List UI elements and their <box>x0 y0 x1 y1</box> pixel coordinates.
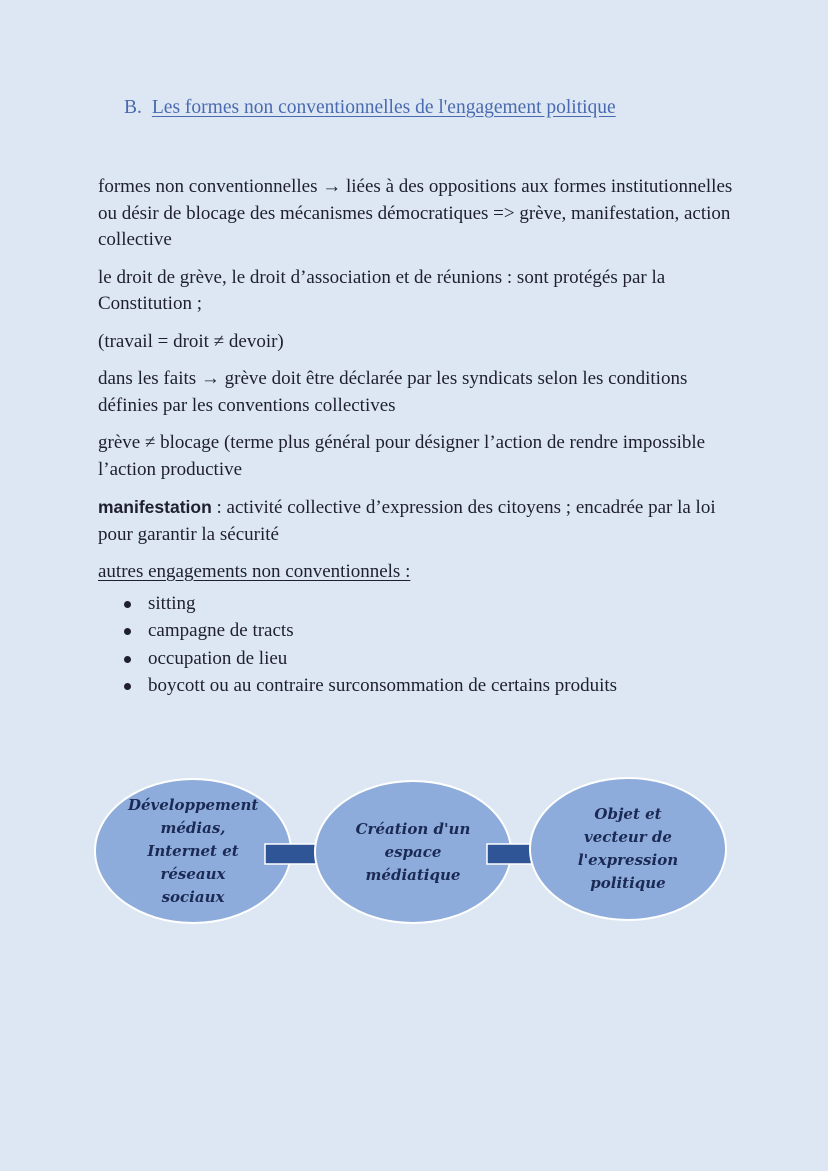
step-label: Objet et vecteur de l'expression politique <box>577 805 679 892</box>
paragraph-rights: le droit de grève, le droit d’association et de réunions : sont protégés par la Constitution ; <box>98 266 666 314</box>
manifestation-term: manifestation <box>98 497 212 517</box>
body-text <box>98 174 738 700</box>
process-diagram <box>0 770 828 940</box>
paragraph-manifestation <box>98 494 738 548</box>
section-title: Les formes non conventionnelles de l'engagement politique <box>151 97 616 118</box>
step-label: Création d'un espace médiatique <box>355 819 471 884</box>
diagram-step-media-space <box>314 780 512 924</box>
other-engagements-heading: autres engagements non conventionnels : <box>98 561 411 582</box>
paragraph-work: (travail = droit ≠ devoir) <box>98 330 284 352</box>
other-engagements-list <box>98 590 738 700</box>
step-label: Développement médias, Internet et réseaux sociaux <box>128 795 259 906</box>
diagram-step-political-expression <box>529 777 727 921</box>
paragraph-facts: dans les faits → grève doit être déclarée par les syndicats selon les conditions définies par les conventions collectives <box>98 368 688 416</box>
list-item: campagne de tracts <box>124 617 738 645</box>
list-item: occupation de lieu <box>124 645 738 673</box>
section-heading <box>124 97 616 119</box>
list-item: boycott ou au contraire surconsommation de certains produits <box>124 672 738 700</box>
section-number: B. <box>124 97 142 118</box>
diagram-step-development <box>94 778 292 924</box>
list-item: sitting <box>124 590 738 618</box>
manifestation-definition: : activité collective d’expression des citoyens ; encadrée par la loi pour garantir la sécurité <box>98 497 716 545</box>
paragraph-forms: formes non conventionnelles → liées à des oppositions aux formes institutionnelles ou désir de blocage des mécanismes démocratiques => grève, manifestation, action collective <box>98 176 733 250</box>
paragraph-strike-blocking: grève ≠ blocage (terme plus général pour désigner l’action de rendre impossible l’action productive <box>98 432 706 480</box>
